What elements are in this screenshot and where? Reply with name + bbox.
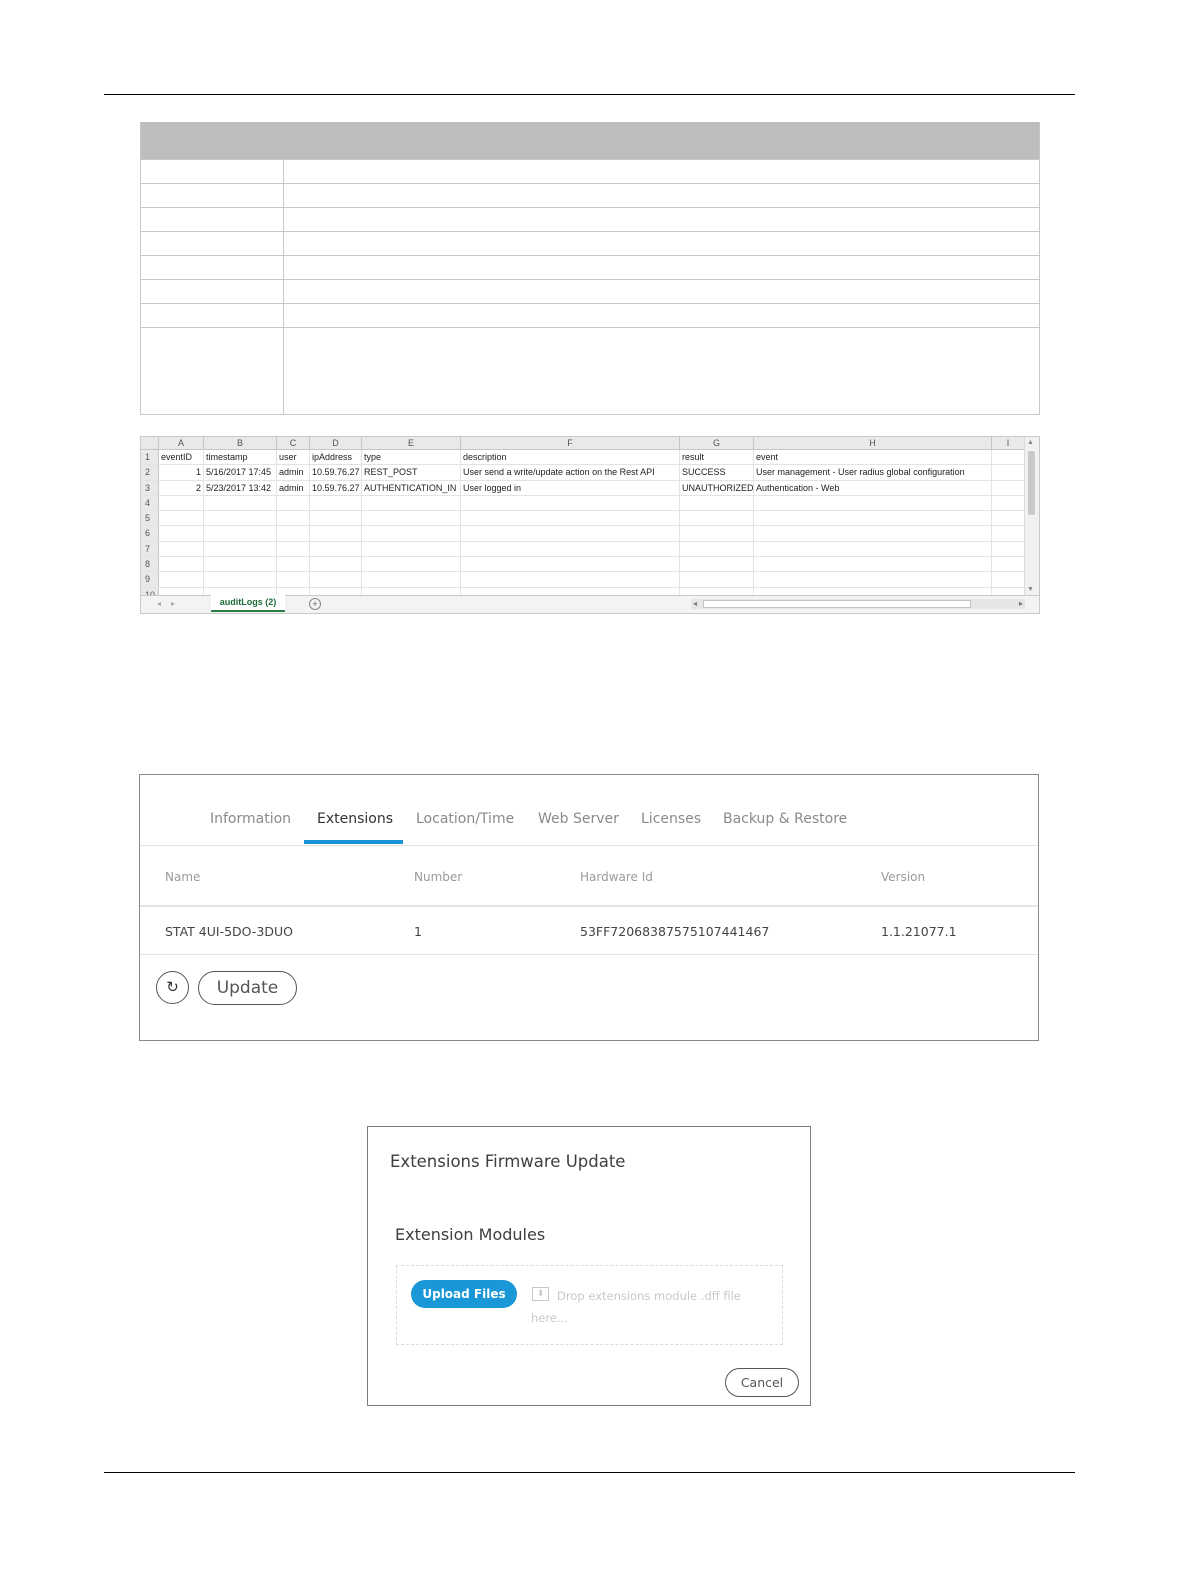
- row-number[interactable]: 3: [141, 481, 159, 495]
- sheet-cell[interactable]: [204, 526, 277, 540]
- sheet-cell[interactable]: [204, 511, 277, 525]
- sheet-cell[interactable]: timestamp: [204, 450, 277, 464]
- column-header-hardware-id: Hardware Id: [580, 870, 653, 884]
- row-number[interactable]: 6: [141, 526, 159, 540]
- table-row: [141, 303, 1039, 327]
- sheet-cell[interactable]: 2: [159, 481, 204, 495]
- sheet-cell[interactable]: [277, 526, 310, 540]
- sheet-cell[interactable]: [204, 542, 277, 556]
- sheet-cell[interactable]: [277, 572, 310, 586]
- sheet-cell[interactable]: [204, 496, 277, 510]
- table-row: [141, 231, 1039, 255]
- sheet-cell[interactable]: [159, 496, 204, 510]
- tab-licenses[interactable]: Licenses: [641, 811, 702, 827]
- sheet-cell[interactable]: [754, 557, 992, 571]
- sheet-cell[interactable]: result: [680, 450, 754, 464]
- sheet-cell[interactable]: [159, 557, 204, 571]
- header-divider: [140, 905, 1038, 907]
- sheet-cell[interactable]: [362, 511, 461, 525]
- sheet-cell[interactable]: [754, 572, 992, 586]
- sheet-cell[interactable]: [461, 496, 680, 510]
- table-row: [141, 465, 1025, 480]
- sheet-cell[interactable]: admin: [277, 465, 310, 479]
- sheet-cell[interactable]: [680, 511, 754, 525]
- sheet-cell[interactable]: admin: [277, 481, 310, 495]
- sheet-cell[interactable]: [277, 557, 310, 571]
- row-divider: [140, 954, 1038, 955]
- table-row: [141, 511, 1025, 526]
- module-version: 1.1.21077.1: [881, 924, 957, 939]
- horizontal-scroll-thumb[interactable]: [703, 600, 971, 608]
- row-number[interactable]: 7: [141, 542, 159, 556]
- sheet-cell[interactable]: [362, 572, 461, 586]
- scroll-right-icon[interactable]: ▸: [1018, 599, 1023, 608]
- tab-backup-restore[interactable]: Backup & Restore: [723, 811, 848, 827]
- tab-extensions[interactable]: Extensions: [317, 811, 394, 827]
- sheet-cell[interactable]: 10.59.76.27: [310, 465, 362, 479]
- column-header-version: Version: [881, 870, 926, 884]
- column-header-number: Number: [414, 870, 463, 884]
- sheet-cell[interactable]: [754, 526, 992, 540]
- row-number[interactable]: 4: [141, 496, 159, 510]
- sheet-cell[interactable]: [277, 542, 310, 556]
- sheet-cell[interactable]: [992, 526, 1025, 540]
- table-row: [141, 542, 1025, 557]
- sheet-cell[interactable]: [310, 542, 362, 556]
- add-sheet-icon[interactable]: +: [309, 598, 321, 610]
- table-row: [141, 255, 1039, 279]
- firmware-update-dialog: [367, 1126, 811, 1406]
- sheet-cell[interactable]: [992, 481, 1025, 495]
- sheet-cell[interactable]: REST_POST: [362, 465, 461, 479]
- table-row: [141, 572, 1025, 587]
- sheet-cell[interactable]: SUCCESS: [680, 465, 754, 479]
- active-tab-indicator: [304, 840, 403, 844]
- column-header[interactable]: B: [204, 437, 277, 449]
- sheet-cell[interactable]: [680, 526, 754, 540]
- sheet-cell[interactable]: [310, 572, 362, 586]
- sheet-cell[interactable]: [992, 465, 1025, 479]
- table-row: [141, 159, 1039, 183]
- table-row: [141, 526, 1025, 541]
- cancel-button[interactable]: Cancel: [725, 1368, 799, 1397]
- tab-location-time[interactable]: Location/Time: [416, 811, 515, 827]
- sheet-cell[interactable]: type: [362, 450, 461, 464]
- sheet-cell[interactable]: 5/23/2017 13:42: [204, 481, 277, 495]
- sheet-cell[interactable]: [362, 542, 461, 556]
- column-header[interactable]: E: [362, 437, 461, 449]
- column-header[interactable]: H: [754, 437, 992, 449]
- sheet-cell[interactable]: [159, 526, 204, 540]
- sheet-cell[interactable]: [204, 572, 277, 586]
- sheet-cell[interactable]: [461, 511, 680, 525]
- vertical-scrollbar[interactable]: [1024, 437, 1039, 595]
- parameter-table: [140, 122, 1040, 415]
- sheet-cell[interactable]: [992, 542, 1025, 556]
- sheet-tab-auditlogs[interactable]: auditLogs (2): [211, 595, 285, 612]
- table-row: [141, 557, 1025, 572]
- sheet-cell[interactable]: [461, 542, 680, 556]
- update-button[interactable]: Update: [198, 971, 297, 1005]
- sheet-cell[interactable]: [310, 526, 362, 540]
- scroll-up-icon[interactable]: ▲: [1027, 439, 1034, 446]
- tab-web-server[interactable]: Web Server: [538, 811, 619, 827]
- table-row: [141, 450, 1025, 465]
- header-rule: [104, 94, 1075, 95]
- horizontal-scrollbar[interactable]: [691, 599, 1025, 609]
- row-number[interactable]: 9: [141, 572, 159, 586]
- spreadsheet-screenshot: [140, 436, 1040, 614]
- row-number[interactable]: 8: [141, 557, 159, 571]
- sheet-cell[interactable]: [159, 572, 204, 586]
- sheet-cell[interactable]: User logged in: [461, 481, 680, 495]
- module-hardware-id: 53FF72068387575107441467: [580, 924, 770, 939]
- sheet-cell[interactable]: [992, 572, 1025, 586]
- sheet-cell[interactable]: 10.59.76.27: [310, 481, 362, 495]
- select-all-corner[interactable]: [141, 437, 159, 449]
- table-row: [141, 327, 1039, 414]
- sheet-tab-bar: [141, 595, 1039, 613]
- sheet-cell[interactable]: [461, 557, 680, 571]
- refresh-icon: ↻: [166, 978, 179, 996]
- column-header-row: [141, 437, 1025, 450]
- sheet-cell[interactable]: [277, 496, 310, 510]
- table-row: [141, 207, 1039, 231]
- refresh-button[interactable]: [156, 971, 189, 1004]
- column-header[interactable]: F: [461, 437, 680, 449]
- sheet-cell[interactable]: [680, 557, 754, 571]
- column-header[interactable]: C: [277, 437, 310, 449]
- sheet-cell[interactable]: [362, 526, 461, 540]
- sheet-cell[interactable]: user: [277, 450, 310, 464]
- table-row: [141, 481, 1025, 496]
- sheet-cell[interactable]: [992, 450, 1025, 464]
- sheet-cell[interactable]: 5/16/2017 17:45: [204, 465, 277, 479]
- sheet-cell[interactable]: ipAddress: [310, 450, 362, 464]
- sheet-cell[interactable]: [992, 511, 1025, 525]
- sheet-cell[interactable]: [159, 511, 204, 525]
- sheet-cell[interactable]: Authentication - Web: [754, 481, 992, 495]
- table-row: [141, 496, 1025, 511]
- download-icon: ⬇: [532, 1287, 549, 1301]
- sheet-cell[interactable]: [754, 511, 992, 525]
- drop-hint: Drop extensions module .dff file here...: [531, 1289, 741, 1325]
- dialog-title: Extensions Firmware Update: [390, 1152, 626, 1171]
- column-header[interactable]: G: [680, 437, 754, 449]
- dialog-subtitle: Extension Modules: [395, 1225, 546, 1244]
- table-row: [141, 183, 1039, 207]
- sheet-cell[interactable]: event: [754, 450, 992, 464]
- column-header[interactable]: I: [992, 437, 1025, 449]
- sheet-cell[interactable]: [310, 511, 362, 525]
- sheet-cell[interactable]: 1: [159, 465, 204, 479]
- sheet-cell[interactable]: [204, 557, 277, 571]
- sheet-cell[interactable]: [277, 511, 310, 525]
- table-row: [141, 279, 1039, 303]
- tab-information[interactable]: Information: [210, 811, 292, 827]
- scroll-down-icon[interactable]: ▼: [1027, 586, 1034, 593]
- sheet-cell[interactable]: UNAUTHORIZED: [680, 481, 754, 495]
- sheet-cell[interactable]: [680, 496, 754, 510]
- sheet-cell[interactable]: User send a write/update action on the Rest API: [461, 465, 680, 479]
- module-number: 1: [414, 924, 422, 939]
- spreadsheet-grid: [141, 437, 1025, 603]
- sheet-cell[interactable]: [754, 542, 992, 556]
- row-number[interactable]: 2: [141, 465, 159, 479]
- sheet-cell[interactable]: [680, 572, 754, 586]
- sheet-cell[interactable]: [461, 572, 680, 586]
- file-drop-zone[interactable]: [396, 1265, 783, 1345]
- sheet-cell[interactable]: [992, 496, 1025, 510]
- sheet-cell[interactable]: [310, 496, 362, 510]
- sheet-cell[interactable]: description: [461, 450, 680, 464]
- column-header[interactable]: A: [159, 437, 204, 449]
- sheet-cell[interactable]: [362, 557, 461, 571]
- sheet-cell[interactable]: [159, 542, 204, 556]
- sheet-cell[interactable]: User management - User radius global configuration: [754, 465, 992, 479]
- row-number[interactable]: 5: [141, 511, 159, 525]
- sheet-cell[interactable]: [362, 496, 461, 510]
- sheet-cell[interactable]: eventID: [159, 450, 204, 464]
- sheet-nav-arrows-icon[interactable]: ◂▸: [157, 599, 186, 608]
- sheet-cell[interactable]: [992, 557, 1025, 571]
- sheet-cell[interactable]: [754, 496, 992, 510]
- column-header[interactable]: D: [310, 437, 362, 449]
- upload-files-button[interactable]: Upload Files: [411, 1280, 517, 1308]
- scroll-left-icon[interactable]: ◂: [693, 599, 698, 608]
- column-header-name: Name: [165, 870, 201, 884]
- table-header: [141, 122, 1039, 159]
- sheet-cell[interactable]: [310, 557, 362, 571]
- footer-rule: [104, 1472, 1075, 1473]
- row-number[interactable]: 1: [141, 450, 159, 464]
- sheet-cell[interactable]: AUTHENTICATION_IN: [362, 481, 461, 495]
- scroll-thumb[interactable]: [1028, 451, 1035, 515]
- tab-bar: [140, 775, 1038, 846]
- sheet-cell[interactable]: [680, 542, 754, 556]
- extensions-panel: [139, 774, 1039, 1041]
- sheet-cell[interactable]: [461, 526, 680, 540]
- module-name: STAT 4UI-5DO-3DUO: [165, 924, 293, 939]
